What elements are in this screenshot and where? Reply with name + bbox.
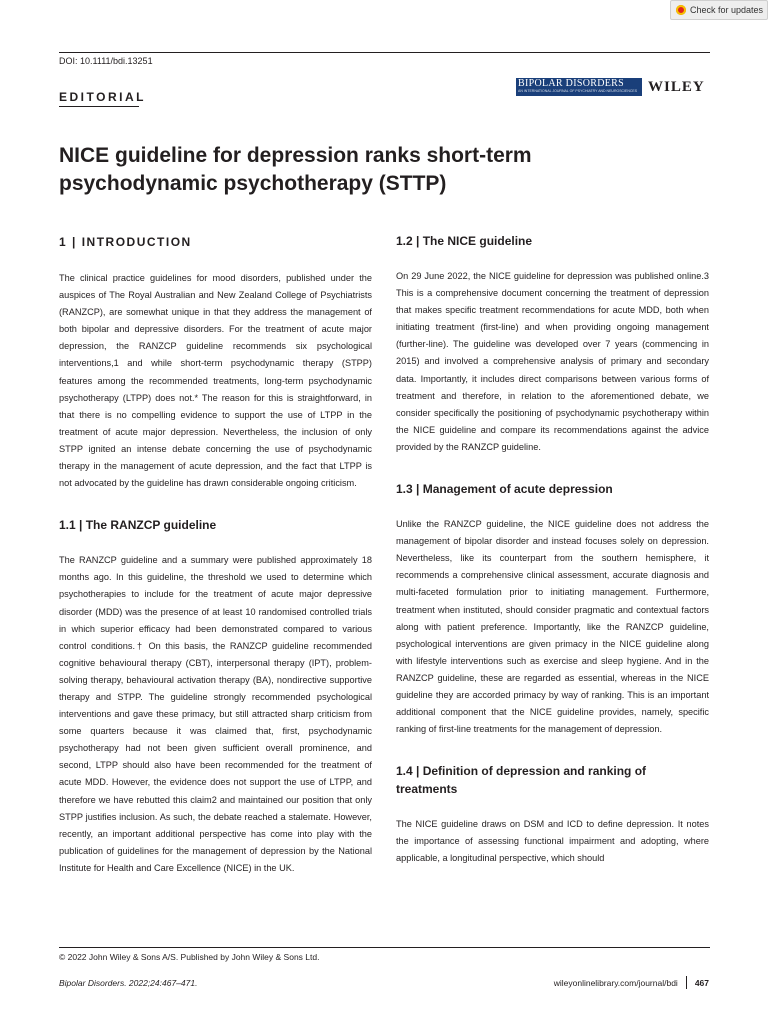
page-number: 467 xyxy=(694,977,709,988)
article-title: NICE guideline for depression ranks short-term psychodynamic psychotherapy (STTP) xyxy=(59,144,532,195)
check-for-updates-label: Check for updates xyxy=(690,5,764,15)
footer-rule xyxy=(59,947,710,948)
paragraph-ranzcp-guideline: The RANZCP guideline and a summary were published approximately 18 months ago. In this guideline, the threshold we used to determine which psychotherapies to include for the treatment of acute major depressive disorder (MDD) was the presence of at least 10 randomised controlled trials in which superior efficacy had been demonstrated compared to various control conditions.† On this basis, the RANZCP guideline recommended cognitive behavioural therapy (CBT), interpersonal therapy (IPT), problem-solving therapy, behavioural activation therapy (BA), nondirective supportive therapy and STPP. The guideline strongly recommended psychological interventions and gave these primacy, but still attracted sharp criticism from some quarters because it was claimed that, first, psychodynamic psychotherapy had not been given sufficient overall prominence, and second, LTPP should also have been recommended for the treatment of acute MDD. However, the evidence does not support the use of LTPP, and therefore we have rebutted this claim2 and maintained our position that only STPP justifies inclusion. As such, the debate reached a stalemate. However, recently, an important additional perspective has come into play with the publication of guidelines for the management of depression by the National Institute for Health and Care Excellence (NICE) in the UK. xyxy=(59,555,372,873)
heading-introduction: 1 | INTRODUCTION xyxy=(59,235,192,249)
bipolar-disorders-logo xyxy=(516,78,642,96)
paragraph-definition-ranking: The NICE guideline draws on DSM and ICD to define depression. It notes the importance of assessing functional impairment and adopting, where applicable, a longitudinal perspective, which should xyxy=(396,819,709,864)
footer-separator xyxy=(686,976,687,989)
heading-management-acute-depression: 1.3 | Management of acute depression xyxy=(396,482,613,497)
copyright: © 2022 John Wiley & Sons A/S. Published by John Wiley & Sons Ltd. xyxy=(59,952,320,962)
right-column xyxy=(396,232,709,868)
journal-logo-text: BIPOLAR DISORDERS xyxy=(518,78,624,89)
section-underline xyxy=(59,106,139,107)
crossmark-icon xyxy=(676,5,686,15)
heading-definition-ranking: 1.4 | Definition of depression and ranking of treatments xyxy=(396,764,647,797)
doi: DOI: 10.1111/bdi.13251 xyxy=(59,56,153,66)
paragraph-introduction: The clinical practice guidelines for mood disorders, published under the auspices of The Royal Australian and New Zealand College of Psychiatrists (RANZCP), are somewhat unique in that they address the management of both bipolar and depressive disorders. For the treatment of acute major depression, the RANZCP guideline recommends six psychological interventions,1 and while short-term psychodynamic therapy (STPP) features among the recommended treatments, long-term psychodynamic psychotherapy (LTPP) does not.* The reason for this is straightforward, in that there is no compelling evidence to support the use of LTPP in the treatment of acute major depression. Nevertheless, the inclusion of only STPP ignited an intense debate concerning the use of psychodynamic therapy in the management of acute depression, and the fact that LTPP is not advocated by the guideline has drawn considerable ongoing criticism. xyxy=(59,273,372,489)
publisher-logo: WILEY xyxy=(648,78,705,95)
header-rule xyxy=(59,52,710,53)
section-label: EDITORIAL xyxy=(59,90,146,104)
journal-logo xyxy=(516,78,705,96)
footer-right xyxy=(554,976,709,989)
paragraph-nice-guideline: On 29 June 2022, the NICE guideline for depression was published online.3 This is a comprehensive document concerning the treatment of depression that makes specific treatment recommendations for acute MDD, both when initiating treatment (first-line) and when providing ongoing management (further-line). The guideline was developed over 7 years (commencing in 2015) and involved a comprehensive analysis of primary and secondary data. Importantly, it includes direct comparisons between various forms of treatment and therefore, in relation to the aforementioned debate, we consider specifically the positioning of psychodynamic psychotherapy within the NICE guideline and compare its recommendations against the advice provided by the RANZCP guideline. xyxy=(396,271,709,452)
journal-logo-subtext: AN INTERNATIONAL JOURNAL OF PSYCHIATRY AND NEUROSCIENCES xyxy=(518,89,638,93)
left-column xyxy=(59,232,372,877)
journal-url-link[interactable]: wileyonlinelibrary.com/journal/bdi xyxy=(553,977,678,988)
citation: Bipolar Disorders. 2022;24:467–471. xyxy=(59,978,198,988)
heading-nice-guideline: 1.2 | The NICE guideline xyxy=(396,234,533,248)
paragraph-management-acute-depression: Unlike the RANZCP guideline, the NICE guideline does not address the management of bipolar disorder and instead focuses solely on depression. Nevertheless, like its counterpart from the southern hemisphere, it recommends a comprehensive clinical assessment, accurate diagnosis and multi-faceted formulation prior to initiating management. Furthermore, treatment when instituted, should consider pragmatic and contextual factors along with patient preference. Importantly, like the RANZCP guideline, psychological interventions are given primacy in the NICE guideline along with lifestyle interventions such as exercise and sleep hygiene. And in the RANZCP guideline, these are regarded as essential, whereas in the NICE guideline they are accorded primacy by way of ranking. This is an important additional component that the NICE guideline provides, namely, specific ranking of first-line treatments for the management of depression. xyxy=(396,519,709,735)
heading-ranzcp-guideline: 1.1 | The RANZCP guideline xyxy=(59,518,217,533)
check-for-updates-button[interactable] xyxy=(670,0,768,20)
